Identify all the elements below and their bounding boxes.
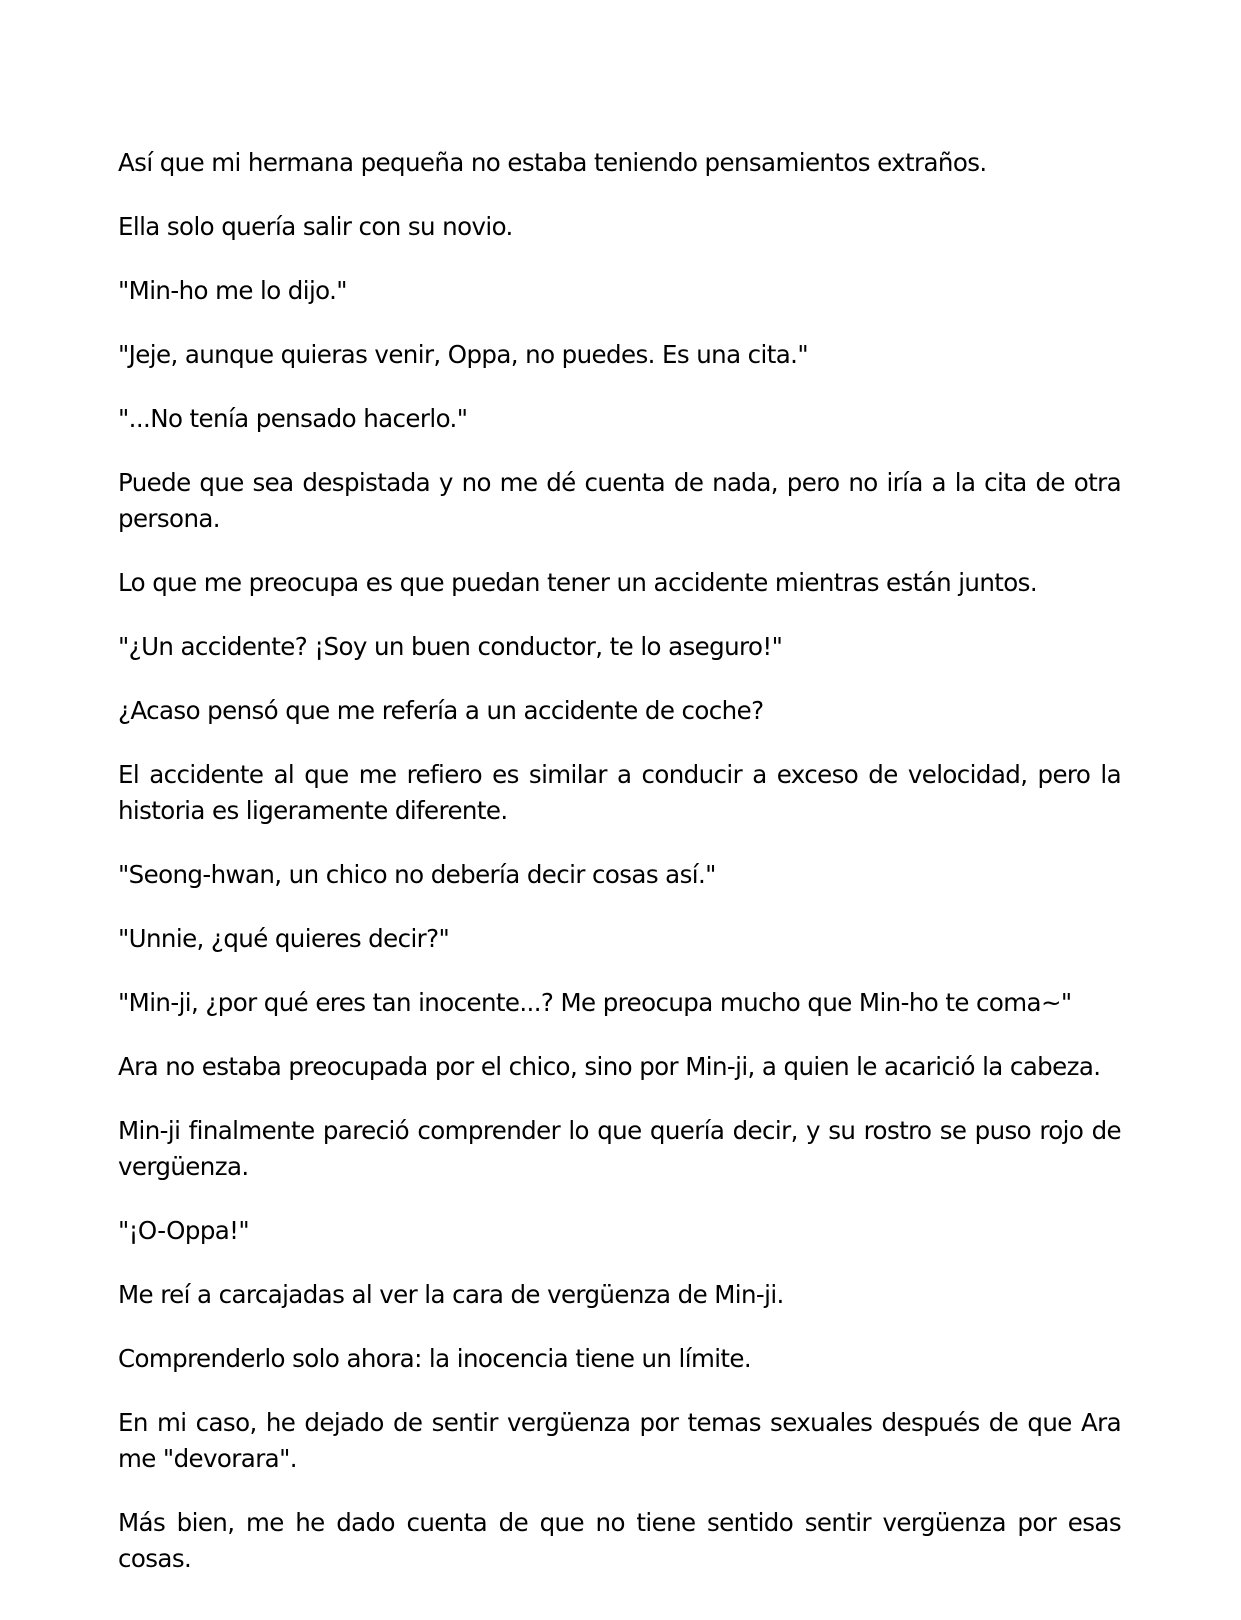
document-body	[118, 145, 1121, 1605]
paragraph: "Seong-hwan, un chico no debería decir cosas así."	[118, 860, 716, 889]
paragraph: "...No tenía pensado hacerlo."	[118, 404, 468, 433]
paragraph: Comprenderlo solo ahora: la inocencia tiene un límite.	[118, 1344, 752, 1373]
paragraph: "Min-ho me lo dijo."	[118, 276, 347, 305]
paragraph: "¿Un accidente? ¡Soy un buen conductor, te lo aseguro!"	[118, 632, 783, 661]
paragraph: Me reí a carcajadas al ver la cara de vergüenza de Min-ji.	[118, 1280, 784, 1309]
paragraph: Ara no estaba preocupada por el chico, sino por Min-ji, a quien le acarició la cabeza.	[118, 1052, 1101, 1081]
paragraph: Más bien, me he dado cuenta de que no tiene sentido sentir vergüenza por esas cosas.	[118, 1508, 1121, 1573]
paragraph: El accidente al que me refiero es similar a conducir a exceso de velocidad, pero la historia es ligeramente diferente.	[118, 760, 1121, 825]
paragraph: "Unnie, ¿qué quieres decir?"	[118, 924, 450, 953]
paragraph: "¡O-Oppa!"	[118, 1216, 250, 1245]
paragraph: Min-ji finalmente pareció comprender lo que quería decir, y su rostro se puso rojo de vergüenza.	[118, 1116, 1121, 1181]
paragraph: ¿Acaso pensó que me refería a un accidente de coche?	[118, 696, 764, 725]
paragraph: Ella solo quería salir con su novio.	[118, 212, 513, 241]
paragraph: "Jeje, aunque quieras venir, Oppa, no puedes. Es una cita."	[118, 340, 809, 369]
paragraph: Así que mi hermana pequeña no estaba teniendo pensamientos extraños.	[118, 148, 987, 177]
paragraph: Puede que sea despistada y no me dé cuenta de nada, pero no iría a la cita de otra persona.	[118, 468, 1121, 533]
paragraph: En mi caso, he dejado de sentir vergüenza por temas sexuales después de que Ara me "devorara".	[118, 1408, 1121, 1473]
paragraph: Lo que me preocupa es que puedan tener un accidente mientras están juntos.	[118, 568, 1038, 597]
paragraph: "Min-ji, ¿por qué eres tan inocente...? Me preocupa mucho que Min-ho te coma~"	[118, 988, 1072, 1017]
